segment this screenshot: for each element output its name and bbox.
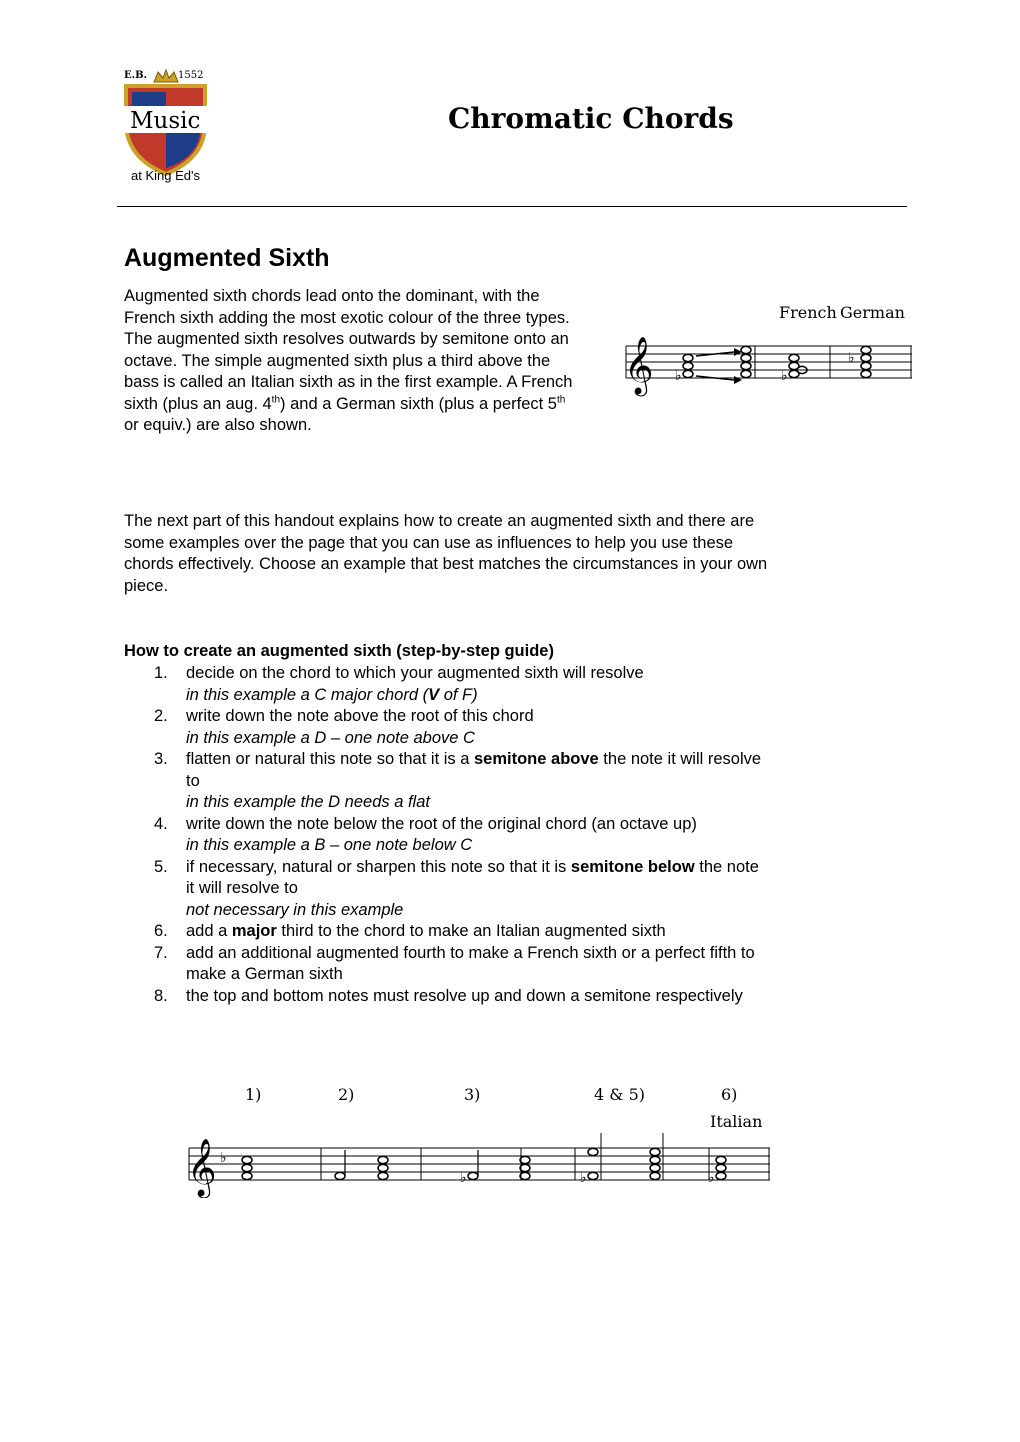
- intro-text: [124, 286, 574, 437]
- label-french: French: [779, 303, 837, 322]
- step-6: [124, 921, 764, 943]
- step-3-example: in this example the D needs a flat: [186, 793, 430, 811]
- example-label-4-5: 4 & 5): [594, 1085, 646, 1104]
- step-1-example: [124, 685, 764, 707]
- example-text: in this example a C major chord (: [186, 685, 429, 704]
- worked-example-figure: [185, 1078, 775, 1198]
- step-number: 4.: [154, 814, 168, 833]
- step-4-example: in this example a B – one note below C: [186, 836, 473, 854]
- step-5: [124, 857, 764, 900]
- step-bold: semitone above: [474, 750, 599, 768]
- intro-p2-part-b: ) and a German sixth (plus a perfect 5: [280, 394, 557, 413]
- step-text: add a: [186, 922, 232, 940]
- step-2: [124, 706, 764, 728]
- step-number: 6.: [154, 922, 168, 940]
- step-bold: major: [231, 922, 277, 940]
- step-number: 5.: [154, 857, 168, 876]
- step-bold: semitone below: [570, 857, 695, 876]
- augmented-sixth-figure: [622, 298, 914, 398]
- step-number: 2.: [154, 707, 168, 725]
- superscript-th: th: [271, 394, 281, 405]
- step-text: flatten or natural this note so that it is a: [186, 750, 474, 768]
- step-2-example: in this example a D – one note above C: [186, 728, 475, 747]
- svg-text:♭: ♭: [460, 1170, 467, 1186]
- step-text: write down the note below the root of the original chord (an octave up): [186, 814, 697, 833]
- step-8: [124, 986, 764, 1008]
- step-text: write down the note above the root of this chord: [186, 707, 534, 725]
- treble-clef-icon: 𝄞: [187, 1138, 217, 1196]
- logo-initials: E.B.: [124, 70, 148, 81]
- svg-text:♭: ♭: [675, 368, 682, 384]
- superscript-th: th: [556, 394, 566, 405]
- svg-text:♭: ♭: [580, 1170, 587, 1186]
- example-label-2: 2): [338, 1085, 355, 1104]
- key-signature-flat: ♭: [220, 1150, 227, 1166]
- guide-heading: How to create an augmented sixth (step-by-step guide): [124, 642, 554, 660]
- step-number: 7.: [154, 943, 168, 962]
- example-bold: V: [428, 685, 440, 704]
- step-5-example: not necessary in this example: [186, 900, 404, 919]
- step-text: decide on the chord to which your augmented sixth will resolve: [186, 664, 644, 682]
- intro-p2-part-c: or equiv.) are also shown.: [124, 416, 312, 434]
- svg-text:♭: ♭: [781, 368, 788, 384]
- step-4: [124, 814, 764, 836]
- treble-clef-icon: 𝄞: [624, 336, 654, 394]
- step-text: if necessary, natural or sharpen this note so that it is: [186, 857, 571, 876]
- step-list: [124, 663, 764, 1007]
- logo-year: 1552: [178, 70, 204, 81]
- example-text: of F): [439, 685, 478, 704]
- svg-text:♭: ♭: [708, 1170, 715, 1186]
- section-heading: Augmented Sixth: [124, 244, 330, 272]
- next-part-paragraph: The next part of this handout explains how to create an augmented sixth and there are some examples over the page that you can use as influences to help you use these chords effectively. Choose an example that best matches the circumstances in your own piece.: [124, 512, 768, 595]
- logo-caption: at King Ed's: [131, 168, 200, 183]
- header-divider: [117, 206, 907, 207]
- svg-text:♭: ♭: [848, 350, 855, 366]
- intro-paragraph-1: Augmented sixth chords lead onto the dominant, with the French sixth adding the most exotic colour of the three types.: [124, 287, 570, 327]
- step-number: 3.: [154, 750, 168, 768]
- step-1: [124, 663, 764, 685]
- example-label-6: 6): [721, 1085, 738, 1104]
- step-7: [124, 943, 764, 986]
- step-text: the note it will resolve to: [186, 750, 762, 790]
- page-title: Chromatic Chords: [448, 102, 734, 135]
- label-german: German: [840, 303, 905, 322]
- step-text: third to the chord to make an Italian augmented sixth: [276, 922, 666, 940]
- staff-lines: [189, 1133, 770, 1180]
- intro-paragraph-2: [124, 329, 574, 437]
- step-text: the note it will resolve to: [186, 857, 759, 897]
- step-number: 1.: [154, 664, 168, 682]
- logo-word: Music: [130, 108, 201, 134]
- resolution-arrows: [696, 352, 734, 380]
- italian-label: Italian: [710, 1112, 763, 1131]
- example-label-1: 1): [245, 1085, 262, 1104]
- step-3: [124, 749, 764, 792]
- intro-p2-part-a: The augmented sixth resolves outwards by semitone onto an octave. The simple augmented sixth plus a third above the bass is called an Italian sixth as in the first example. A French sixth (plus an aug. 4: [124, 330, 573, 413]
- crown-icon: [154, 70, 178, 82]
- step-text: add an additional augmented fourth to make a French sixth or a perfect fifth to make a German sixth: [186, 943, 755, 983]
- example-label-3: 3): [464, 1085, 481, 1104]
- staff-lines: [626, 346, 912, 378]
- step-text: the top and bottom notes must resolve up and down a semitone respectively: [186, 986, 743, 1005]
- step-number: 8.: [154, 986, 168, 1005]
